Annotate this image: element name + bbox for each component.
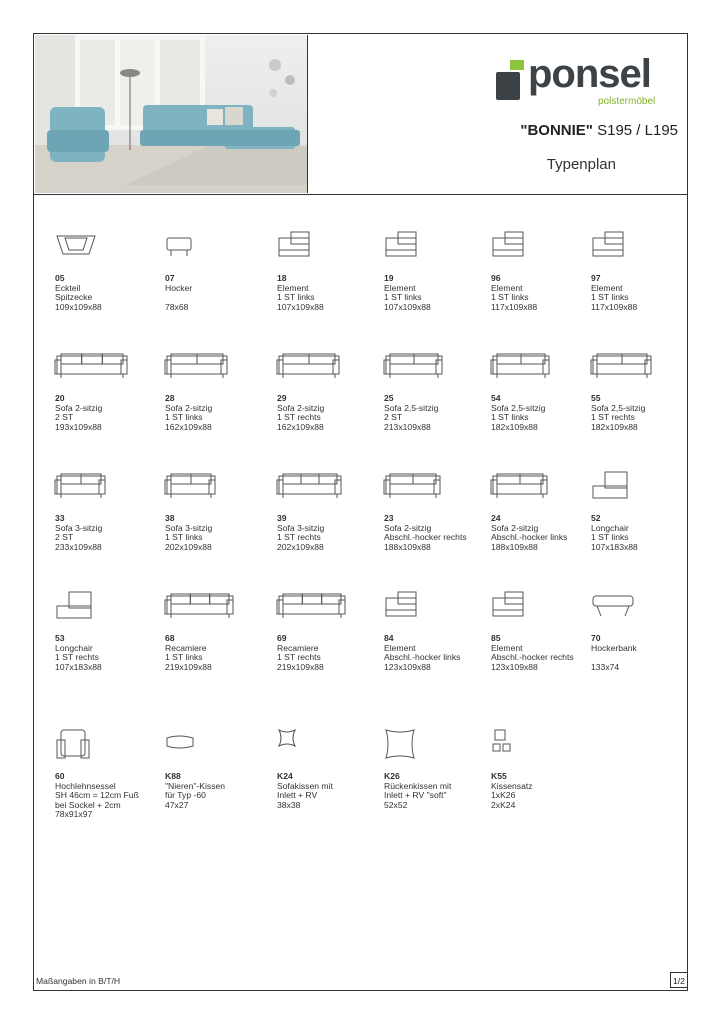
item-code: 69	[277, 633, 287, 643]
item-line: Rückenkissen mit	[384, 780, 452, 791]
item-line: Abschl.-hocker rechts	[491, 652, 574, 663]
type-item-20	[55, 350, 155, 432]
item-line: Element	[491, 282, 523, 293]
item-code: 29	[277, 393, 287, 403]
page-number: 1/2	[670, 972, 688, 988]
item-line: 1 ST rechts	[55, 652, 99, 663]
item-line: Sofa 2-sitzig	[384, 522, 432, 533]
item-code: 54	[491, 393, 501, 403]
type-item-84	[384, 590, 484, 672]
logo-mark-green	[510, 60, 524, 70]
cushion-set-icon	[491, 728, 591, 762]
type-item-39	[277, 470, 377, 552]
item-line: Recamiere	[277, 642, 319, 653]
cushion-icon	[384, 728, 484, 762]
element-icon	[384, 590, 484, 624]
item-line: 202x109x88	[277, 541, 324, 552]
item-code: 33	[55, 513, 65, 523]
logo-mark-dark	[496, 72, 520, 100]
item-line: Sofa 2-sitzig	[491, 522, 539, 533]
item-code: 05	[55, 273, 65, 283]
type-item-70	[591, 590, 691, 672]
cushion-icon	[277, 728, 377, 762]
kidney-cushion-icon	[165, 728, 265, 762]
item-line: Abschl.-hocker rechts	[384, 532, 467, 543]
item-code: 84	[384, 633, 394, 643]
type-item-k26	[384, 728, 484, 810]
item-line: 188x109x88	[384, 541, 431, 552]
item-code: 85	[491, 633, 501, 643]
sofa-icon	[491, 470, 591, 504]
item-line: Spitzecke	[55, 292, 93, 303]
item-line: Eckteil	[55, 282, 81, 293]
sofa-icon	[491, 350, 591, 384]
item-line: 123x109x88	[491, 661, 538, 672]
item-line: 219x109x88	[277, 661, 324, 672]
item-line: Sofa 2-sitzig	[55, 402, 103, 413]
item-line: Element	[384, 642, 416, 653]
recamiere-icon	[165, 590, 265, 624]
type-item-28	[165, 350, 265, 432]
item-line: Inlett + RV	[277, 790, 318, 801]
type-item-07	[165, 230, 265, 312]
brand-name: ponsel	[528, 52, 651, 96]
item-line: Sofa 2,5-sitzig	[491, 402, 546, 413]
item-code: 23	[384, 513, 394, 523]
item-line: 219x109x88	[165, 661, 212, 672]
element-icon	[384, 230, 484, 264]
item-line: 202x109x88	[165, 541, 212, 552]
item-line: Element	[591, 282, 623, 293]
type-item-55	[591, 350, 691, 432]
sofa-icon	[277, 470, 377, 504]
sofa-icon	[591, 350, 691, 384]
item-line: 162x109x88	[165, 421, 212, 432]
sofa-icon	[165, 470, 265, 504]
type-item-k24	[277, 728, 377, 810]
item-line: Abschl.-hocker links	[384, 652, 461, 663]
item-code: 19	[384, 273, 394, 283]
item-line: 1xK26	[491, 790, 516, 801]
item-line: 109x109x88	[55, 301, 102, 312]
item-line: 188x109x88	[491, 541, 538, 552]
item-line: Longchair	[55, 642, 93, 653]
item-line: 1 ST links	[491, 412, 529, 423]
item-line: bei Sockel + 2cm	[55, 799, 121, 810]
item-code: 07	[165, 273, 175, 283]
type-item-18	[277, 230, 377, 312]
item-line: Element	[277, 282, 309, 293]
item-line: 1 ST links	[384, 292, 422, 303]
item-line: Sofa 3-sitzig	[165, 522, 213, 533]
item-code: K55	[491, 771, 507, 781]
type-item-k55	[491, 728, 591, 810]
item-code: 60	[55, 771, 65, 781]
item-code: 25	[384, 393, 394, 403]
item-line: 1 ST rechts	[277, 412, 321, 423]
item-code: 52	[591, 513, 601, 523]
item-line: 162x109x88	[277, 421, 324, 432]
item-code: 18	[277, 273, 287, 283]
brand-subtitle: polstermöbel	[598, 96, 656, 107]
model-name: "BONNIE"	[520, 122, 593, 139]
item-line: 107x109x88	[384, 301, 431, 312]
item-code: K26	[384, 771, 400, 781]
item-line: 1 ST links	[165, 532, 203, 543]
item-code: K88	[165, 771, 181, 781]
item-line: 133x74	[591, 661, 620, 672]
type-item-85	[491, 590, 591, 672]
item-line: 2 ST	[384, 412, 403, 423]
item-line: Hocker	[165, 282, 193, 293]
type-item-19	[384, 230, 484, 312]
item-line: 1 ST links	[591, 292, 629, 303]
item-line: für Typ -60	[165, 790, 206, 801]
brand-logo	[494, 52, 670, 108]
type-item-24	[491, 470, 591, 552]
item-line: 1 ST links	[591, 532, 629, 543]
item-line: 1 ST links	[165, 652, 203, 663]
product-photo	[35, 35, 308, 193]
sofa-icon	[55, 350, 155, 384]
item-code: 38	[165, 513, 175, 523]
item-line: Sofa 2,5-sitzig	[384, 402, 439, 413]
item-line: Kissensatz	[491, 780, 533, 791]
item-line: Sofa 3-sitzig	[55, 522, 103, 533]
measurement-note: Maßangaben in B/T/H	[36, 976, 121, 986]
item-line: 1 ST rechts	[277, 532, 321, 543]
recamiere-icon	[277, 590, 377, 624]
item-line: 47x27	[165, 799, 189, 810]
item-line: 123x109x88	[384, 661, 431, 672]
item-line: 193x109x88	[55, 421, 102, 432]
item-code: 28	[165, 393, 175, 403]
item-line: Recamiere	[165, 642, 207, 653]
element-icon	[491, 590, 591, 624]
item-line: 2xK24	[491, 799, 516, 810]
item-line: Hockerbank	[591, 642, 637, 653]
type-item-97	[591, 230, 691, 312]
stool-icon	[165, 230, 265, 264]
item-line: 107x183x88	[591, 541, 638, 552]
type-item-69	[277, 590, 377, 672]
item-line: Sofa 2-sitzig	[165, 402, 213, 413]
type-item-52	[591, 470, 691, 552]
item-line: Inlett + RV "soft"	[384, 790, 447, 801]
model-title	[520, 122, 678, 139]
type-item-23	[384, 470, 484, 552]
item-line: Element	[491, 642, 523, 653]
page-subtitle: Typenplan	[546, 156, 616, 173]
item-line: 182x109x88	[591, 421, 638, 432]
item-line: 78x68	[165, 301, 189, 312]
item-line: 213x109x88	[384, 421, 431, 432]
type-item-96	[491, 230, 591, 312]
item-code: 97	[591, 273, 601, 283]
sofa-icon	[277, 350, 377, 384]
item-line: 1 ST rechts	[591, 412, 635, 423]
item-code: 70	[591, 633, 601, 643]
corner-piece-icon	[55, 230, 155, 264]
type-item-68	[165, 590, 265, 672]
item-line: 38x38	[277, 799, 301, 810]
item-line: 2 ST	[55, 412, 74, 423]
item-line: 52x52	[384, 799, 408, 810]
item-line: Longchair	[591, 522, 629, 533]
item-code: 55	[591, 393, 601, 403]
item-line: SH 46cm = 12cm Fuß	[55, 790, 139, 801]
type-item-38	[165, 470, 265, 552]
item-line: 78x91x97	[55, 809, 93, 820]
item-code: 39	[277, 513, 287, 523]
type-item-05	[55, 230, 155, 312]
item-line: Sofa 2-sitzig	[277, 402, 325, 413]
item-line: 117x109x88	[591, 301, 638, 312]
item-line: 107x183x88	[55, 661, 102, 672]
item-line: 1 ST links	[165, 412, 203, 423]
sofa-icon	[165, 350, 265, 384]
item-line: 1 ST links	[491, 292, 529, 303]
item-line: Element	[384, 282, 416, 293]
sofa-icon	[384, 470, 484, 504]
item-line: 117x109x88	[491, 301, 538, 312]
item-line: 233x109x88	[55, 541, 102, 552]
item-line: Hochlehnsessel	[55, 780, 116, 791]
item-line: Sofakissen mit	[277, 780, 333, 791]
type-item-33	[55, 470, 155, 552]
item-line: Sofa 3-sitzig	[277, 522, 325, 533]
model-codes: S195 / L195	[597, 122, 678, 139]
item-code: 96	[491, 273, 501, 283]
type-item-25	[384, 350, 484, 432]
item-code: 20	[55, 393, 65, 403]
item-code: 53	[55, 633, 65, 643]
type-item-29	[277, 350, 377, 432]
longchair-icon	[55, 590, 155, 624]
element-icon	[591, 230, 691, 264]
sofa-icon	[55, 470, 155, 504]
item-code: 68	[165, 633, 175, 643]
item-line: Abschl.-hocker links	[491, 532, 568, 543]
bench-icon	[591, 590, 691, 624]
item-line: Sofa 2,5-sitzig	[591, 402, 646, 413]
item-line: 2 ST	[55, 532, 74, 543]
type-item-54	[491, 350, 591, 432]
element-icon	[491, 230, 591, 264]
item-line: 1 ST links	[277, 292, 315, 303]
longchair-icon	[591, 470, 691, 504]
item-line: 1 ST rechts	[277, 652, 321, 663]
type-item-60	[55, 728, 155, 820]
armchair-icon	[55, 728, 155, 762]
type-item-53	[55, 590, 155, 672]
element-icon	[277, 230, 377, 264]
item-line: "Nieren"-Kissen	[165, 780, 226, 791]
item-line: 107x109x88	[277, 301, 324, 312]
type-item-k88	[165, 728, 265, 810]
item-line: 182x109x88	[491, 421, 538, 432]
sofa-icon	[384, 350, 484, 384]
item-code: K24	[277, 771, 293, 781]
item-code: 24	[491, 513, 501, 523]
